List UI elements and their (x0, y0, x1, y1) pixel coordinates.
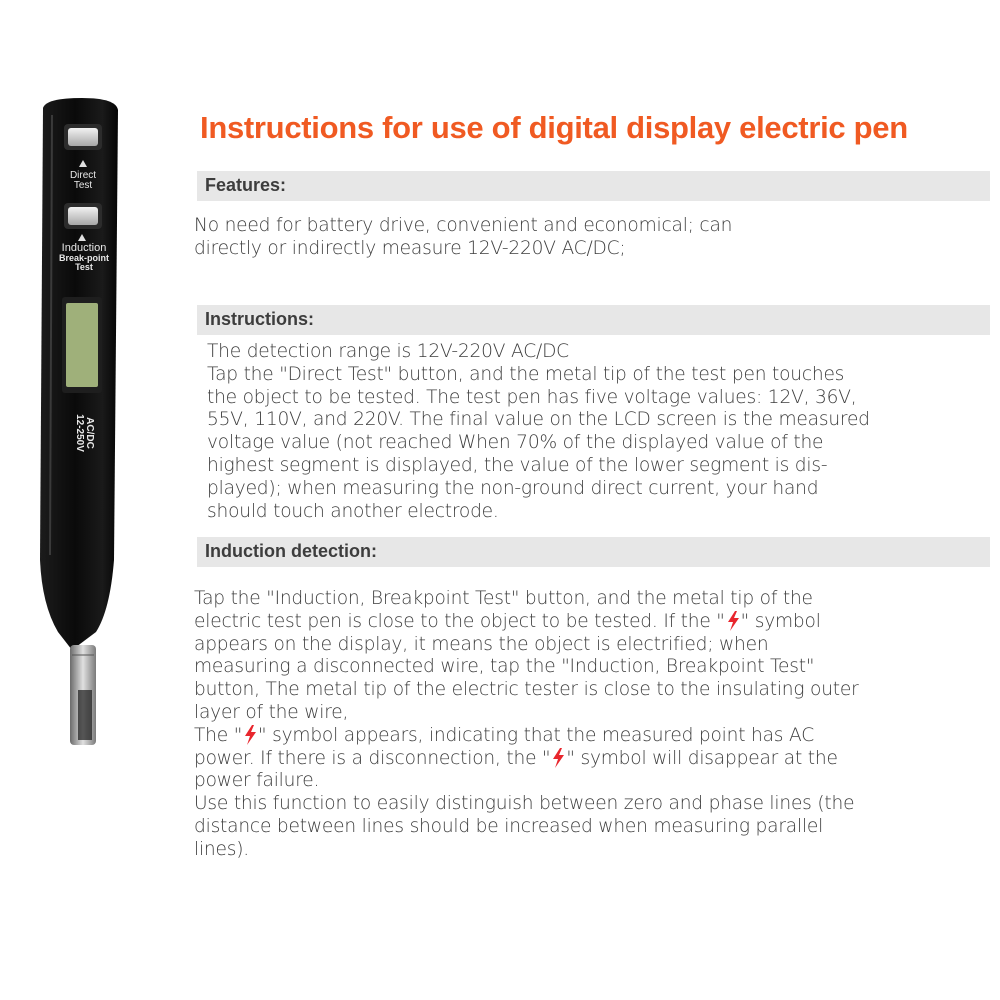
page-title: Instructions for use of digital display electric pen (200, 110, 908, 145)
text-line: the object to be tested. The test pen has five voltage values: 12V, 36V, (207, 386, 857, 408)
direct-test-label: Direct Test (69, 170, 97, 191)
lcd-screen (66, 303, 98, 387)
direct-test-button (68, 128, 98, 146)
text-line: lines). (194, 838, 250, 860)
induction-test-button (68, 207, 98, 225)
text-line: played); when measuring the non-ground direct current, your hand (207, 477, 819, 499)
text-line: should touch another electrode. (207, 500, 499, 522)
pen-drawing (0, 0, 130, 760)
features-text (194, 215, 732, 261)
lightning-bolt-icon (551, 748, 565, 768)
text-line: measuring a disconnected wire, tap the "Induction, Breakpoint Test" (194, 656, 815, 678)
instructions-text (207, 341, 870, 523)
text-line: Use this function to easily distinguish between zero and phase lines (the (194, 793, 855, 815)
text-line: power. If there is a disconnection, the " " symbol will disappear at the (194, 747, 838, 769)
text-line: The " " symbol appears, indicating that the measured point has AC (194, 724, 814, 746)
text-line: directly or indirectly measure 12V-220V AC/DC; (194, 237, 626, 259)
instructions-heading-bar (197, 305, 990, 335)
induction-text (194, 588, 859, 862)
text-line: button, The metal tip of the electric tester is close to the insulating outer (194, 679, 859, 701)
text-line: power failure. (194, 770, 320, 792)
text-line: appears on the display, it means the object is electrified; when (194, 633, 769, 655)
induction-heading-bar (197, 537, 990, 567)
lightning-bolt-icon (726, 611, 740, 631)
text-line: layer of the wire, (194, 701, 349, 723)
induction-heading: Induction detection: (205, 541, 377, 561)
text-line: 55V, 110V, and 220V. The final value on the LCD screen is the measured (207, 409, 870, 431)
induction-label: Induction Break-point Test (58, 242, 109, 272)
text-line: electric test pen is close to the object to be tested. If the " " symbol (194, 610, 821, 632)
features-heading: Features: (205, 175, 287, 195)
text-line: Tap the "Induction, Breakpoint Test" button, and the metal tip of the (194, 588, 813, 609)
instructions-heading: Instructions: (205, 309, 315, 329)
electric-pen-image (0, 0, 130, 760)
range-label: AC/DC 12-250V (74, 414, 95, 452)
lightning-bolt-icon (243, 725, 257, 745)
text-line: highest segment is displayed, the value of the lower segment is dis- (207, 454, 828, 476)
text-line: distance between lines should be increased when measuring parallel (194, 815, 824, 837)
text-line: Tap the "Direct Test" button, and the metal tip of the test pen touches (207, 363, 845, 385)
text-line: voltage value (not reached When 70% of the displayed value of the (207, 432, 824, 454)
text-line: The detection range is 12V-220V AC/DC (207, 341, 569, 362)
text-line: No need for battery drive, convenient and economical; can (194, 215, 733, 236)
features-heading-bar (197, 171, 990, 201)
